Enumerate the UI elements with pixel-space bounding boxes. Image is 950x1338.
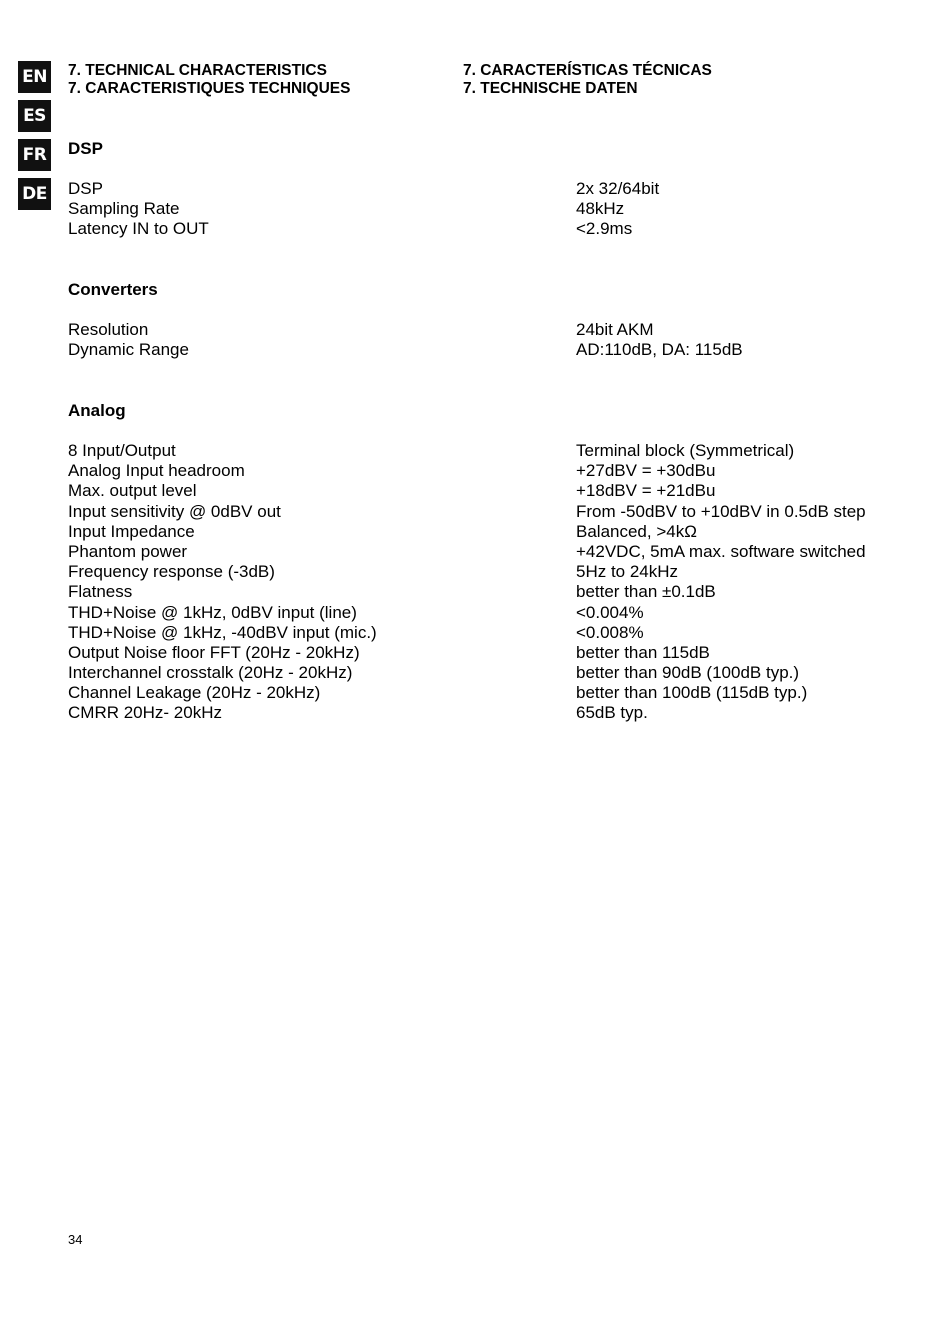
spec-value: +27dBV = +30dBu <box>576 461 716 481</box>
spec-label: CMRR 20Hz- 20kHz <box>68 703 222 723</box>
section-title-converters: Converters <box>68 280 158 299</box>
spec-row <box>68 461 928 481</box>
spec-label: Flatness <box>68 582 133 602</box>
spec-value: better than 100dB (115dB typ.) <box>576 683 808 703</box>
spec-value: 2x 32/64bit <box>576 179 660 198</box>
spec-row <box>68 219 928 239</box>
spec-list-analog <box>68 441 928 724</box>
spec-label: Analog Input headroom <box>68 461 245 481</box>
spec-list-dsp <box>68 179 928 240</box>
spec-label: Dynamic Range <box>68 340 189 360</box>
section-title-dsp: DSP <box>68 139 103 158</box>
lang-tab-en: EN <box>18 61 51 93</box>
spec-row <box>68 481 928 501</box>
spec-label: Phantom power <box>68 541 188 561</box>
spec-value: +18dBV = +21dBu <box>576 481 716 501</box>
spec-value: better than 115dB <box>576 642 710 662</box>
spec-value: Terminal block (Symmetrical) <box>576 441 795 460</box>
spec-row <box>68 623 928 643</box>
spec-value: better than 90dB (100dB typ.) <box>576 663 800 683</box>
spec-value: <0.008% <box>576 622 644 642</box>
header-title-en: 7. TECHNICAL CHARACTERISTICS <box>68 62 327 79</box>
spec-row <box>68 199 928 219</box>
spec-value: <0.004% <box>576 602 644 622</box>
spec-row <box>68 320 928 340</box>
spec-label: THD+Noise @ 1kHz, 0dBV input (line) <box>68 602 357 622</box>
spec-row <box>68 703 928 723</box>
spec-label: Input Impedance <box>68 521 195 541</box>
spec-label: DSP <box>68 179 103 198</box>
spec-value: 65dB typ. <box>576 703 648 723</box>
spec-row <box>68 542 928 562</box>
spec-row <box>68 502 928 522</box>
spec-label: Frequency response (-3dB) <box>68 562 275 582</box>
spec-value: 5Hz to 24kHz <box>576 562 679 582</box>
spec-label: 8 Input/Output <box>68 441 176 460</box>
language-tabs <box>18 61 51 217</box>
page-number: 34 <box>68 1232 83 1247</box>
spec-row <box>68 603 928 623</box>
spec-value: +42VDC, 5mA max. software switched <box>576 541 866 561</box>
spec-label: Interchannel crosstalk (20Hz - 20kHz) <box>68 663 353 683</box>
spec-row <box>68 582 928 602</box>
spec-row <box>68 683 928 703</box>
section-title-analog: Analog <box>68 401 126 420</box>
spec-label: Resolution <box>68 320 149 339</box>
spec-value: 48kHz <box>576 199 625 219</box>
spec-value: <2.9ms <box>576 219 633 239</box>
lang-tab-fr: FR <box>18 139 51 171</box>
page-header <box>68 62 928 98</box>
spec-label: Max. output level <box>68 481 197 501</box>
spec-value: From -50dBV to +10dBV in 0.5dB step <box>576 501 866 521</box>
header-title-fr: 7. CARACTERISTIQUES TECHNIQUES <box>68 80 351 97</box>
spec-label: Channel Leakage (20Hz - 20kHz) <box>68 683 321 703</box>
spec-row <box>68 522 928 542</box>
spec-value: better than ±0.1dB <box>576 582 716 602</box>
spec-label: Output Noise floor FFT (20Hz - 20kHz) <box>68 642 360 662</box>
spec-row <box>68 179 928 199</box>
spec-label: Latency IN to OUT <box>68 219 209 239</box>
spec-row <box>68 562 928 582</box>
spec-label: Input sensitivity @ 0dBV out <box>68 501 281 521</box>
spec-row <box>68 340 928 360</box>
header-row <box>68 80 928 98</box>
lang-tab-de: DE <box>18 178 51 210</box>
spec-label: Sampling Rate <box>68 199 180 219</box>
spec-row <box>68 663 928 683</box>
spec-row <box>68 441 928 461</box>
spec-row <box>68 643 928 663</box>
spec-value: AD:110dB, DA: 115dB <box>576 340 743 360</box>
spec-list-converters <box>68 320 928 360</box>
spec-value: Balanced, >4kΩ <box>576 521 697 541</box>
lang-tab-es: ES <box>18 100 51 132</box>
spec-label: THD+Noise @ 1kHz, -40dBV input (mic.) <box>68 622 377 642</box>
header-title-de: 7. TECHNISCHE DATEN <box>463 80 638 97</box>
spec-value: 24bit AKM <box>576 320 654 339</box>
header-title-es: 7. CARACTERÍSTICAS TÉCNICAS <box>463 62 712 79</box>
header-row <box>68 62 928 80</box>
